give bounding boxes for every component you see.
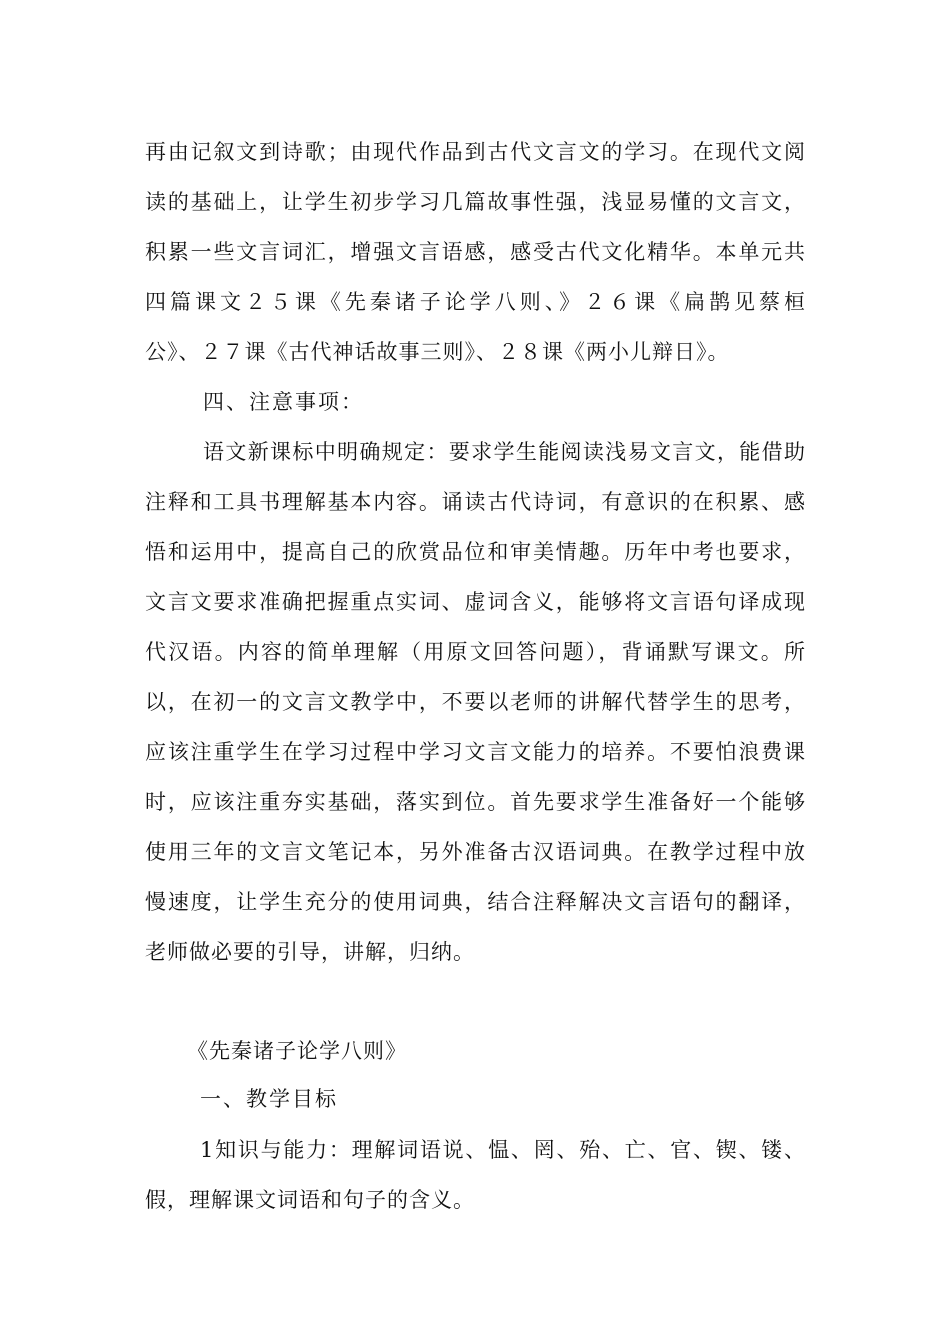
paragraph-2-line-3: 悟和运用中，提高自己的欣赏品位和审美情趣。历年中考也要求， xyxy=(145,540,805,564)
section-heading-notes: 四、注意事项： xyxy=(203,390,364,414)
paragraph-1-line-1: 再由记叙文到诗歌；由现代作品到古代文言文的学习。在现代文阅 xyxy=(145,140,805,164)
paragraph-2-line-2: 注释和工具书理解基本内容。诵读古代诗词，有意识的在积累、感 xyxy=(145,490,805,514)
paragraph-2-line-8: 时，应该注重夯实基础，落实到位。首先要求学生准备好一个能够 xyxy=(145,790,805,814)
paragraph-1-line-5: 公》、２７课《古代神话故事三则》、２８课《两小儿辩日》。 xyxy=(145,340,730,364)
paragraph-2-line-6: 以，在初一的文言文教学中，不要以老师的讲解代替学生的思考， xyxy=(145,690,805,714)
lesson-title: 《先秦诸子论学八则》 xyxy=(187,1039,407,1063)
paragraph-2-line-9: 使用三年的文言文笔记本，另外准备古汉语词典。在教学过程中放 xyxy=(145,840,805,864)
paragraph-2-line-5: 代汉语。内容的简单理解（用原文回答问题），背诵默写课文。所 xyxy=(145,640,805,664)
paragraph-1-line-3: 积累一些文言词汇，增强文言语感，感受古代文化精华。本单元共 xyxy=(145,240,805,264)
paragraph-1-line-2: 读的基础上，让学生初步学习几篇故事性强，浅显易懂的文言文， xyxy=(145,190,805,214)
paragraph-2-line-10: 慢速度，让学生充分的使用词典，结合注释解决文言语句的翻译， xyxy=(145,890,805,914)
paragraph-2-line-7: 应该注重学生在学习过程中学习文言文能力的培养。不要怕浪费课 xyxy=(145,740,805,764)
paragraph-2-line-4: 文言文要求准确把握重点实词、虚词含义，能够将文言语句译成现 xyxy=(145,590,805,614)
paragraph-2-line-1: 语文新课标中明确规定：要求学生能阅读浅易文言文，能借助 xyxy=(203,440,805,464)
paragraph-3-line-1: 1知识与能力：理解词语说、愠、罔、殆、亡、官、锲、镂、 xyxy=(200,1138,805,1162)
paragraph-3-line-2: 假，理解课文词语和句子的含义。 xyxy=(145,1188,475,1212)
paragraph-1-line-4: 四篇课文２５课《先秦诸子论学八则、》２６课《扁鹊见蔡桓 xyxy=(145,290,805,314)
paragraph-2-line-11: 老师做必要的引导，讲解，归纳。 xyxy=(145,940,475,964)
section-heading-goals: 一、教学目标 xyxy=(200,1087,338,1111)
